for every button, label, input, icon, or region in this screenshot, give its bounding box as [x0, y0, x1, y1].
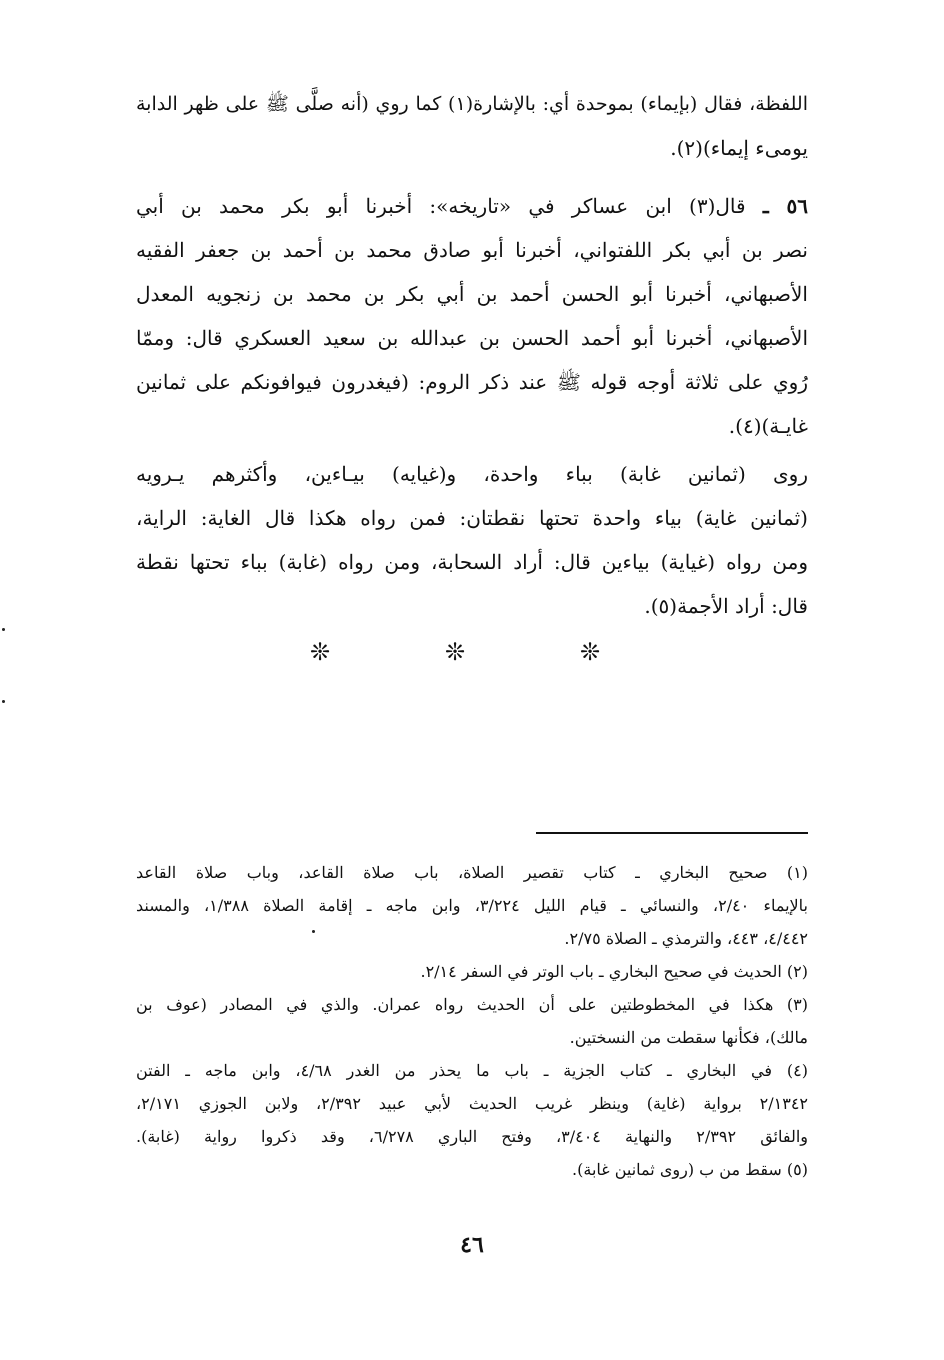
- footnote-line: (٥) سقط من ب (روى ثمانين غابة).: [572, 1160, 808, 1179]
- text-line: [136, 184, 808, 228]
- text-line: الأصبهاني، أخبرنا أبو الحسن أحمد بن أبي بكر بن محمد بن زنجويه المعدل: [136, 282, 808, 306]
- footnote-line: بالإيماء ٢/٤٠، والنسائي ـ قيام الليل ٣/٢٢٤، وابن ماجه ـ إقامة الصلاة ١/٣٨٨، والمسند: [136, 896, 809, 915]
- text-line: الأصبهاني، أخبرنا أبو أحمد الحسن بن عبدالله بن سعيد العسكري قال: وممّا: [136, 326, 808, 350]
- footnote-line: (٤) في البخاري ـ كتاب الجزية ـ باب ما يحذر من الغدر ٤/٦٨، وابن ماجه ـ الفتن: [136, 1061, 809, 1080]
- entry-number: ٥٦ ـ: [762, 194, 808, 218]
- section-separator: [300, 636, 610, 668]
- text-line: رُوي على ثلاثة أوجه قوله ﷺ عند ذكر الروم: (فيغدرون فيوافونكم على ثمانين: [136, 370, 808, 394]
- ornament-star: ❊: [309, 638, 331, 666]
- footnote-line: (١) صحيح البخاري ـ كتاب تقصير الصلاة، باب صلاة القاعد، وباب صلاة القاعد: [136, 863, 808, 882]
- page-number: ٤٦: [460, 1232, 484, 1258]
- footnote-line: (٣) هكذا في المخطوطتين على أن الحديث رواه عمران. والذي في المصادر (عوف بن: [136, 995, 808, 1014]
- text-line: روى (ثمانين غابة) بباء واحدة، و(غيايه) بيـاءين، وأكثرهم يـرويه: [136, 462, 808, 486]
- text-line: قال: أراد الأجمة(٥).: [644, 594, 808, 618]
- text-line: (ثمانين غاية) بياء واحدة تحتها نقطتان: فمن رواه هكذا قال الغاية: الراية،: [136, 506, 808, 530]
- footnotes: [136, 856, 808, 1186]
- footnote-divider: [536, 832, 808, 834]
- scan-speck: [2, 700, 5, 703]
- footnote-line: مالك)، فكأنها سقطت من النسختين.: [569, 1028, 808, 1047]
- text-segment: قال(٣) ابن عساكر في «تاريخه»: أخبرنا أبو بكر محمد بن أبي: [136, 194, 746, 218]
- intro-paragraph: [136, 82, 808, 170]
- scan-speck: [2, 628, 5, 631]
- text-line: اللفظة، فقال (بإيماء) بموحدة أي: بالإشارة(١) كما روي (أنه صلَّى ﷺ على ظهر الدابة: [136, 93, 809, 115]
- text-line: غايـة)(٤).: [728, 414, 808, 438]
- scan-speck: [312, 930, 315, 933]
- footnote-line: والفائق ٢/٣٩٢ والنهاية ٣/٤٠٤، وفتح الباري ٦/٢٧٨، وقد ذكروا رواية (غابة).: [136, 1127, 809, 1146]
- text-line: يومىء إيماء)(٢).: [670, 136, 808, 160]
- riwaya-paragraph: [136, 452, 808, 628]
- entry-56-paragraph: [136, 184, 808, 448]
- text-line: نصر بن أبي بكر اللفتواني، أخبرنا أبو صادق محمد بن أحمد بن جعفر الفقيه: [136, 238, 809, 262]
- footnote-line: ٢/١٣٤٢ برواية (غاية) وينظر غريب الحديث لأبي عبيد ٢/٣٩٢، ولابن الجوزي ٢/١٧١،: [136, 1094, 808, 1113]
- ornament-star: ❊: [444, 638, 466, 666]
- ornament-star: ❊: [579, 638, 601, 666]
- footnote-line: (٢) الحديث في صحيح البخاري ـ باب الوتر في السفر ٢/١٤.: [420, 962, 808, 981]
- footnote-line: ٤/٤٤٢، ٤٤٣، والترمذي ـ الصلاة ٢/٧٥.: [564, 929, 808, 948]
- text-line: ومن رواه (غياية) بياءين قال: أراد السحابة، ومن رواه (غابة) بباء تحتها نقطة: [136, 550, 808, 574]
